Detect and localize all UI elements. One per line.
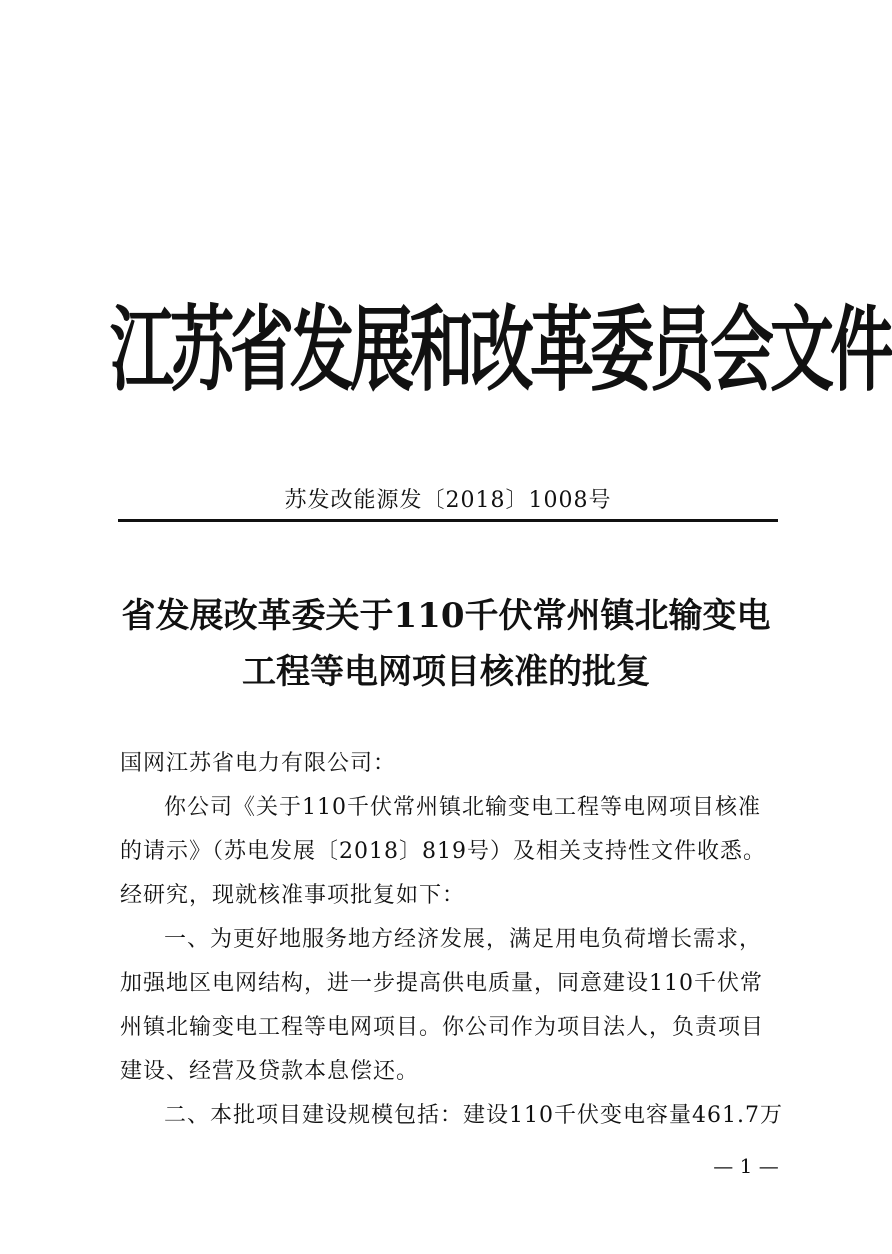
body-line: 州镇北输变电工程等电网项目。你公司作为项目法人，负责项目 [120,1015,765,1040]
page-number: — 1 — [713,1154,779,1178]
body-line: 建设、经营及贷款本息偿还。 [120,1059,420,1084]
document-title-line-2: 工程等电网项目核准的批复 [242,652,650,692]
document-number: 苏发改能源发〔2018〕1008号 [284,488,612,513]
body-line: 你公司《关于110千伏常州镇北输变电工程等电网项目核准 [164,795,761,820]
addressee: 国网江苏省电力有限公司： [120,751,397,776]
body-line: 一、为更好地服务地方经济发展，满足用电负荷增长需求， [164,927,763,952]
body-line: 经研究，现就核准事项批复如下： [120,883,466,908]
body-line: 加强地区电网结构，进一步提高供电质量，同意建设110千伏常 [120,971,763,996]
body-line: 的请示》（苏电发展〔2018〕819号）及相关支持性文件收悉。 [120,839,766,864]
document-title-line-1: 省发展改革委关于110千伏常州镇北输变电 [121,596,771,636]
issuing-agency-header: 江苏省发展和改革委员会文件 [110,298,890,406]
body-line: 二、本批项目建设规模包括：建设110千伏变电容量461.7万 [164,1103,783,1128]
document-body [120,742,790,1138]
header-divider [118,519,778,522]
document-title [100,588,792,700]
